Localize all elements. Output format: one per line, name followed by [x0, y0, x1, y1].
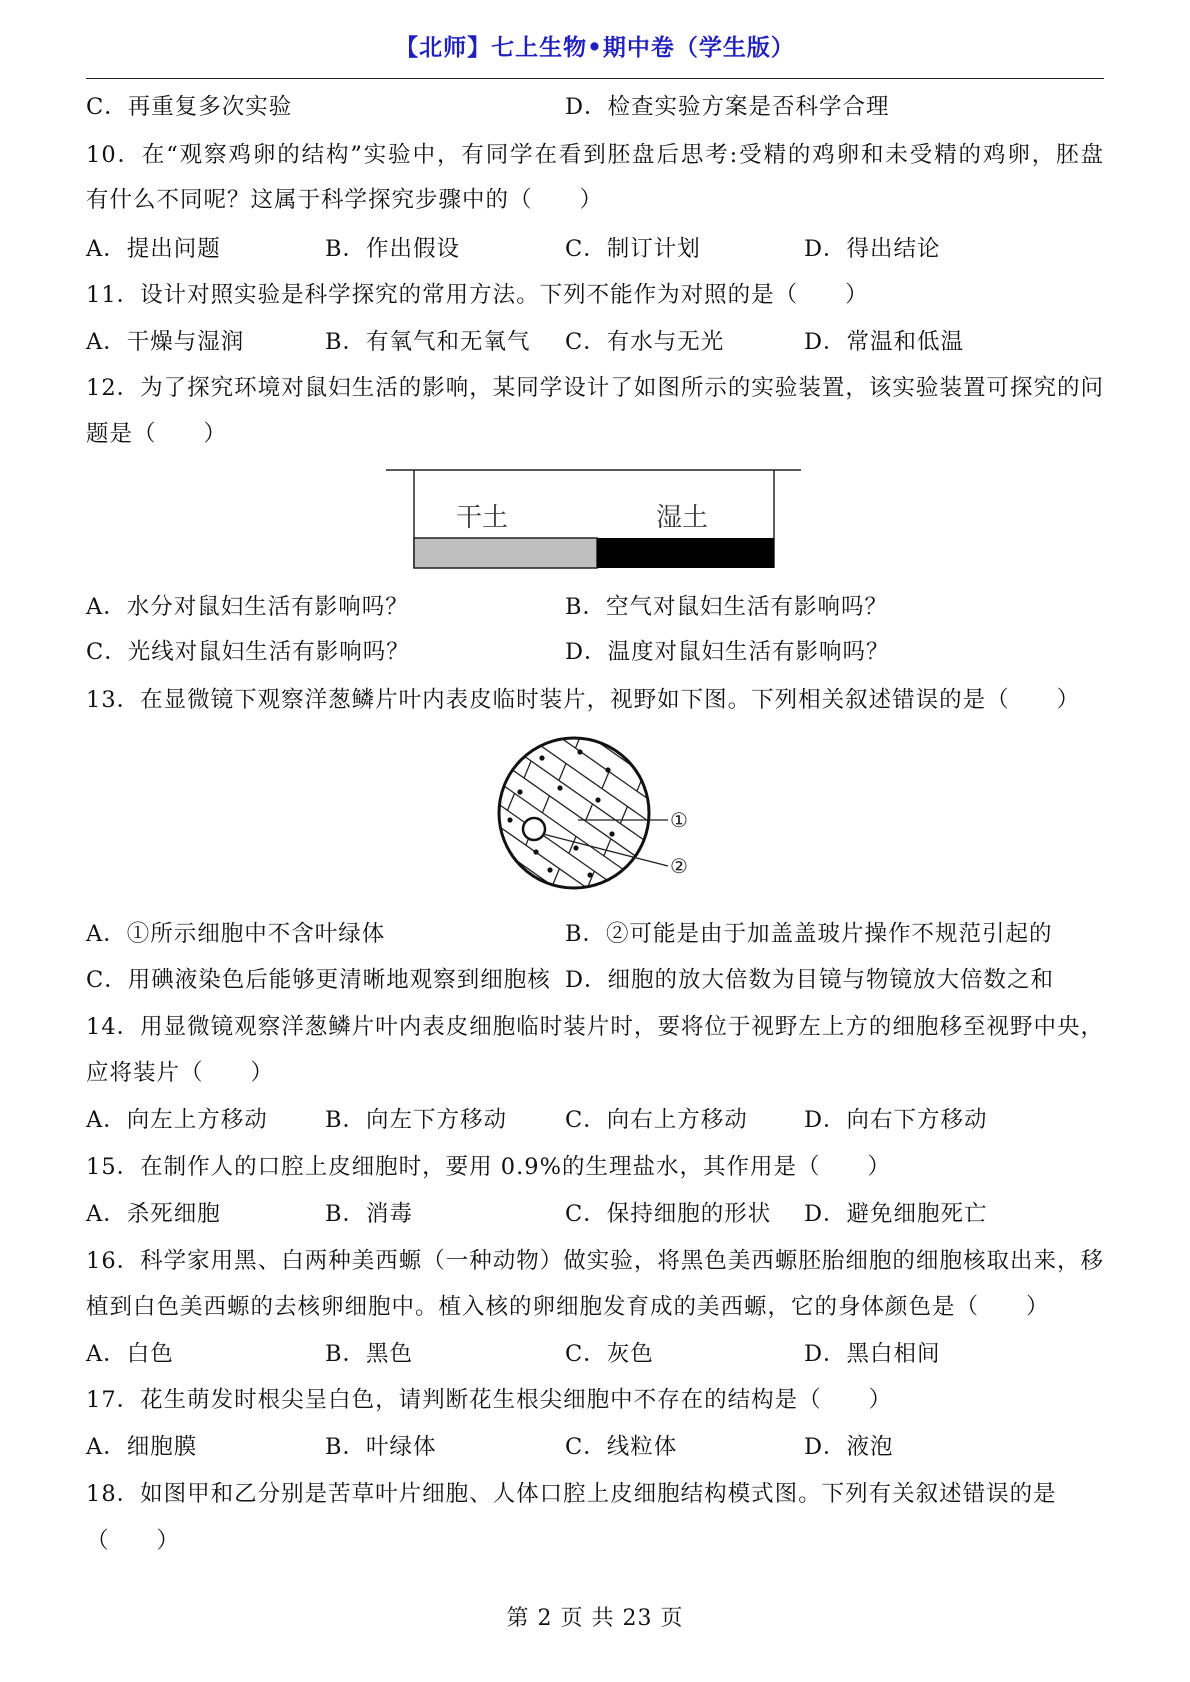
q15-option-c: C．保持细胞的形状	[565, 1201, 772, 1227]
cell-nucleus	[557, 785, 562, 790]
q16-option-b: B．黑色	[325, 1341, 414, 1367]
q13-option-b: B．②可能是由于加盖盖玻片操作不规范引起的	[565, 921, 1053, 947]
q13-stem-line-1: 13．在显微镜下观察洋葱鳞片叶内表皮临时装片，视野如下图。下列相关叙述错误的是（ ）	[86, 687, 1081, 713]
q17-option-d: D．液泡	[804, 1434, 894, 1460]
q9-option-c: C．再重复多次实验	[86, 94, 293, 120]
cell-nucleus	[595, 797, 600, 802]
q14-stem-line-1: 14．用显微镜观察洋葱鳞片叶内表皮细胞临时装片时，要将位于视野左上方的细胞移至视野中央，	[86, 1014, 1104, 1040]
q14-options-row	[0, 1105, 1190, 1135]
q15-options-row	[0, 1199, 1190, 1229]
q13-option-a: A．①所示细胞中不含叶绿体	[86, 921, 386, 947]
q12-stem-line-2: 题是（ ）	[86, 421, 228, 447]
q11-options-row	[0, 327, 1190, 357]
q10-option-d: D．得出结论	[804, 236, 941, 262]
figure-label-1: ①	[670, 808, 688, 832]
q10-stem-line-2: 有什么不同呢？这属于科学探究步骤中的（ ）	[86, 187, 604, 213]
q18-stem-line-1: 18．如图甲和乙分别是苦草叶片细胞、人体口腔上皮细胞结构模式图。下列有关叙述错误的是	[86, 1481, 1057, 1507]
q12-option-d: D．温度对鼠妇生活有影响吗？	[565, 639, 890, 665]
q12-options-row-1	[0, 592, 1190, 622]
q12-options-row-2	[0, 637, 1190, 667]
q16-option-a: A．白色	[86, 1341, 174, 1367]
q9-options-row	[0, 92, 1190, 122]
q14-option-d: D．向右下方移动	[804, 1107, 988, 1133]
cell-nucleus	[517, 789, 522, 794]
cell-nucleus	[587, 872, 592, 877]
cell-nucleus	[533, 849, 538, 854]
woodlouse-experiment-figure	[380, 462, 810, 574]
leader-line-2	[543, 834, 668, 866]
q14-stem-line-2: 应将装片（ ）	[86, 1060, 275, 1086]
q17-stem-line-1: 17．花生萌发时根尖呈白色，请判断花生根尖细胞中不存在的结构是（ ）	[86, 1387, 893, 1413]
q12-option-b: B．空气对鼠妇生活有影响吗？	[565, 594, 889, 620]
q17-option-c: C．线粒体	[565, 1434, 678, 1460]
q12-option-a: A．水分对鼠妇生活有影响吗？	[86, 594, 409, 620]
air-bubble	[523, 818, 545, 840]
cell-nucleus	[573, 845, 578, 850]
q11-stem-line-1: 11．设计对照实验是科学探究的常用方法。下列不能作为对照的是（ ）	[86, 282, 869, 308]
q11-option-b: B．有氧气和无氧气	[325, 329, 531, 355]
onion-cell-microscope-figure	[480, 730, 720, 900]
dry-soil-bar	[414, 538, 597, 568]
dry-soil-label: 干土	[455, 503, 509, 533]
q13-option-c: C．用碘液染色后能够更清晰地观察到细胞核	[86, 967, 551, 993]
q10-option-b: B．作出假设	[325, 236, 461, 262]
q10-option-a: A．提出问题	[86, 236, 221, 262]
q10-options-row	[0, 234, 1190, 264]
q14-option-c: C．向右上方移动	[565, 1107, 748, 1133]
q16-options-row	[0, 1339, 1190, 1369]
q12-stem-line-1: 12．为了探究环境对鼠妇生活的影响，某同学设计了如图所示的实验装置，该实验装置可探究的问	[86, 375, 1104, 401]
q16-stem-line-1: 16．科学家用黑、白两种美西螈（一种动物）做实验，将黑色美西螈胚胎细胞的细胞核取出来，移	[86, 1248, 1104, 1274]
wet-soil-bar	[597, 538, 774, 568]
cell-nucleus	[547, 867, 552, 872]
q10-option-c: C．制订计划	[565, 236, 701, 262]
q15-stem-line-1: 15．在制作人的口腔上皮细胞时，要用 0.9%的生理盐水，其作用是（ ）	[86, 1154, 891, 1180]
wet-soil-label: 湿土	[655, 503, 709, 533]
q17-options-row	[0, 1432, 1190, 1462]
q16-stem-line-2: 植到白色美西螈的去核卵细胞中。植入核的卵细胞发育成的美西螈，它的身体颜色是（ ）	[86, 1294, 1050, 1320]
q17-option-b: B．叶绿体	[325, 1434, 437, 1460]
cell-nucleus	[609, 831, 614, 836]
cell-nucleus	[539, 755, 544, 760]
q14-option-a: A．向左上方移动	[86, 1107, 268, 1133]
q13-options-row-1	[0, 919, 1190, 949]
figure-label-2: ②	[670, 854, 688, 878]
header-divider	[86, 78, 1104, 79]
q9-option-d: D．检查实验方案是否科学合理	[565, 94, 890, 120]
q11-option-a: A．干燥与湿润	[86, 329, 245, 355]
q15-option-a: A．杀死细胞	[86, 1201, 221, 1227]
q13-option-d: D．细胞的放大倍数为目镜与物镜放大倍数之和	[565, 967, 1055, 993]
q17-option-a: A．细胞膜	[86, 1434, 198, 1460]
cell-nucleus	[605, 767, 610, 772]
q16-option-d: D．黑白相间	[804, 1341, 941, 1367]
q11-option-c: C．有水与无光	[565, 329, 725, 355]
q15-option-b: B．消毒	[325, 1201, 414, 1227]
cell-nucleus	[577, 749, 582, 754]
q16-option-c: C．灰色	[565, 1341, 654, 1367]
q12-option-c: C．光线对鼠妇生活有影响吗？	[86, 639, 410, 665]
q11-option-d: D．常温和低温	[804, 329, 965, 355]
cell-nucleus	[507, 817, 512, 822]
q10-stem-line-1: 10．在“观察鸡卵的结构”实验中，有同学在看到胚盘后思考:受精的鸡卵和未受精的鸡卵，胚盘	[86, 142, 1104, 168]
q13-options-row-2	[0, 965, 1190, 995]
q14-option-b: B．向左下方移动	[325, 1107, 508, 1133]
q18-stem-line-2: （ ）	[86, 1528, 181, 1554]
q15-option-d: D．避免细胞死亡	[804, 1201, 988, 1227]
page-header-title: 【北师】七上生物•期中卷（学生版）	[395, 34, 795, 61]
page-number-footer: 第 2 页 共 23 页	[506, 1606, 684, 1631]
